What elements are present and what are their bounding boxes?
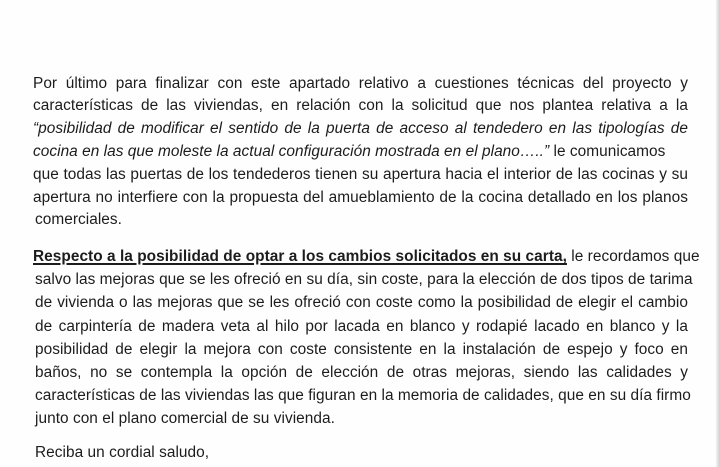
paragraph2-line-8: junto con el plano comercial de su vivienda. <box>35 410 335 427</box>
paragraph1-line-1: Por último para finalizar con este apartado relativo a cuestiones técnicas del proyecto y <box>33 75 688 92</box>
paragraph2-line-7: características de las viviendas las que figuran en la memoria de calidades, que en su día firmo <box>35 387 691 404</box>
paragraph2-line-6: baños, no se contempla la opción de elección de otras mejoras, siendo las calidades y <box>35 364 688 381</box>
page-edge-shadow <box>716 0 720 467</box>
paragraph2-line-2: salvo las mejoras que se les ofreció en su día, sin coste, para la elección de dos tipos de tarima <box>35 271 693 288</box>
paragraph2-line-5: posibilidad de elegir la mejora con coste consistente en la instalación de espejo y foco en <box>35 341 688 358</box>
paragraph2-emphasis: Respecto a la posibilidad de optar a los cambios solicitados en su carta, <box>33 248 567 265</box>
closing-salutation: Reciba un cordial saludo, <box>35 444 210 461</box>
paragraph1-line-4-rest: le comunicamos <box>549 143 666 160</box>
paragraph2-line-1 <box>33 247 700 267</box>
paragraph2-line-1-rest: le recordamos que <box>566 248 700 265</box>
paragraph1-quote-end: cocina en las que moleste la actual configuración mostrada en el plano…..” <box>33 143 550 160</box>
paragraph2-line-4: de carpintería de madera veta al hilo por lacada en blanco y rodapié lacado en blanco y la <box>35 318 688 335</box>
paragraph1-line-2: características de las viviendas, en relación con la solicitud que nos plantea relativa a la <box>33 97 688 114</box>
paragraph1-line-3: “posibilidad de modificar el sentido de la puerta de acceso al tendedero en las tipologías de <box>33 120 688 137</box>
paragraph1-line-5: que todas las puertas de los tendederos tienen su apertura hacia el interior de las cocinas y su <box>33 166 688 183</box>
paragraph1-line-6: apertura no interfiere con la propuesta del amueblamiento de la cocina detallado en los planos <box>33 189 688 206</box>
paragraph2-line-3: de vivienda o las mejoras que se les ofreció con coste como la posibilidad de elegir el cambio <box>35 294 688 311</box>
paragraph1-line-4 <box>33 142 688 162</box>
paragraph1-line-7: comerciales. <box>35 211 122 228</box>
